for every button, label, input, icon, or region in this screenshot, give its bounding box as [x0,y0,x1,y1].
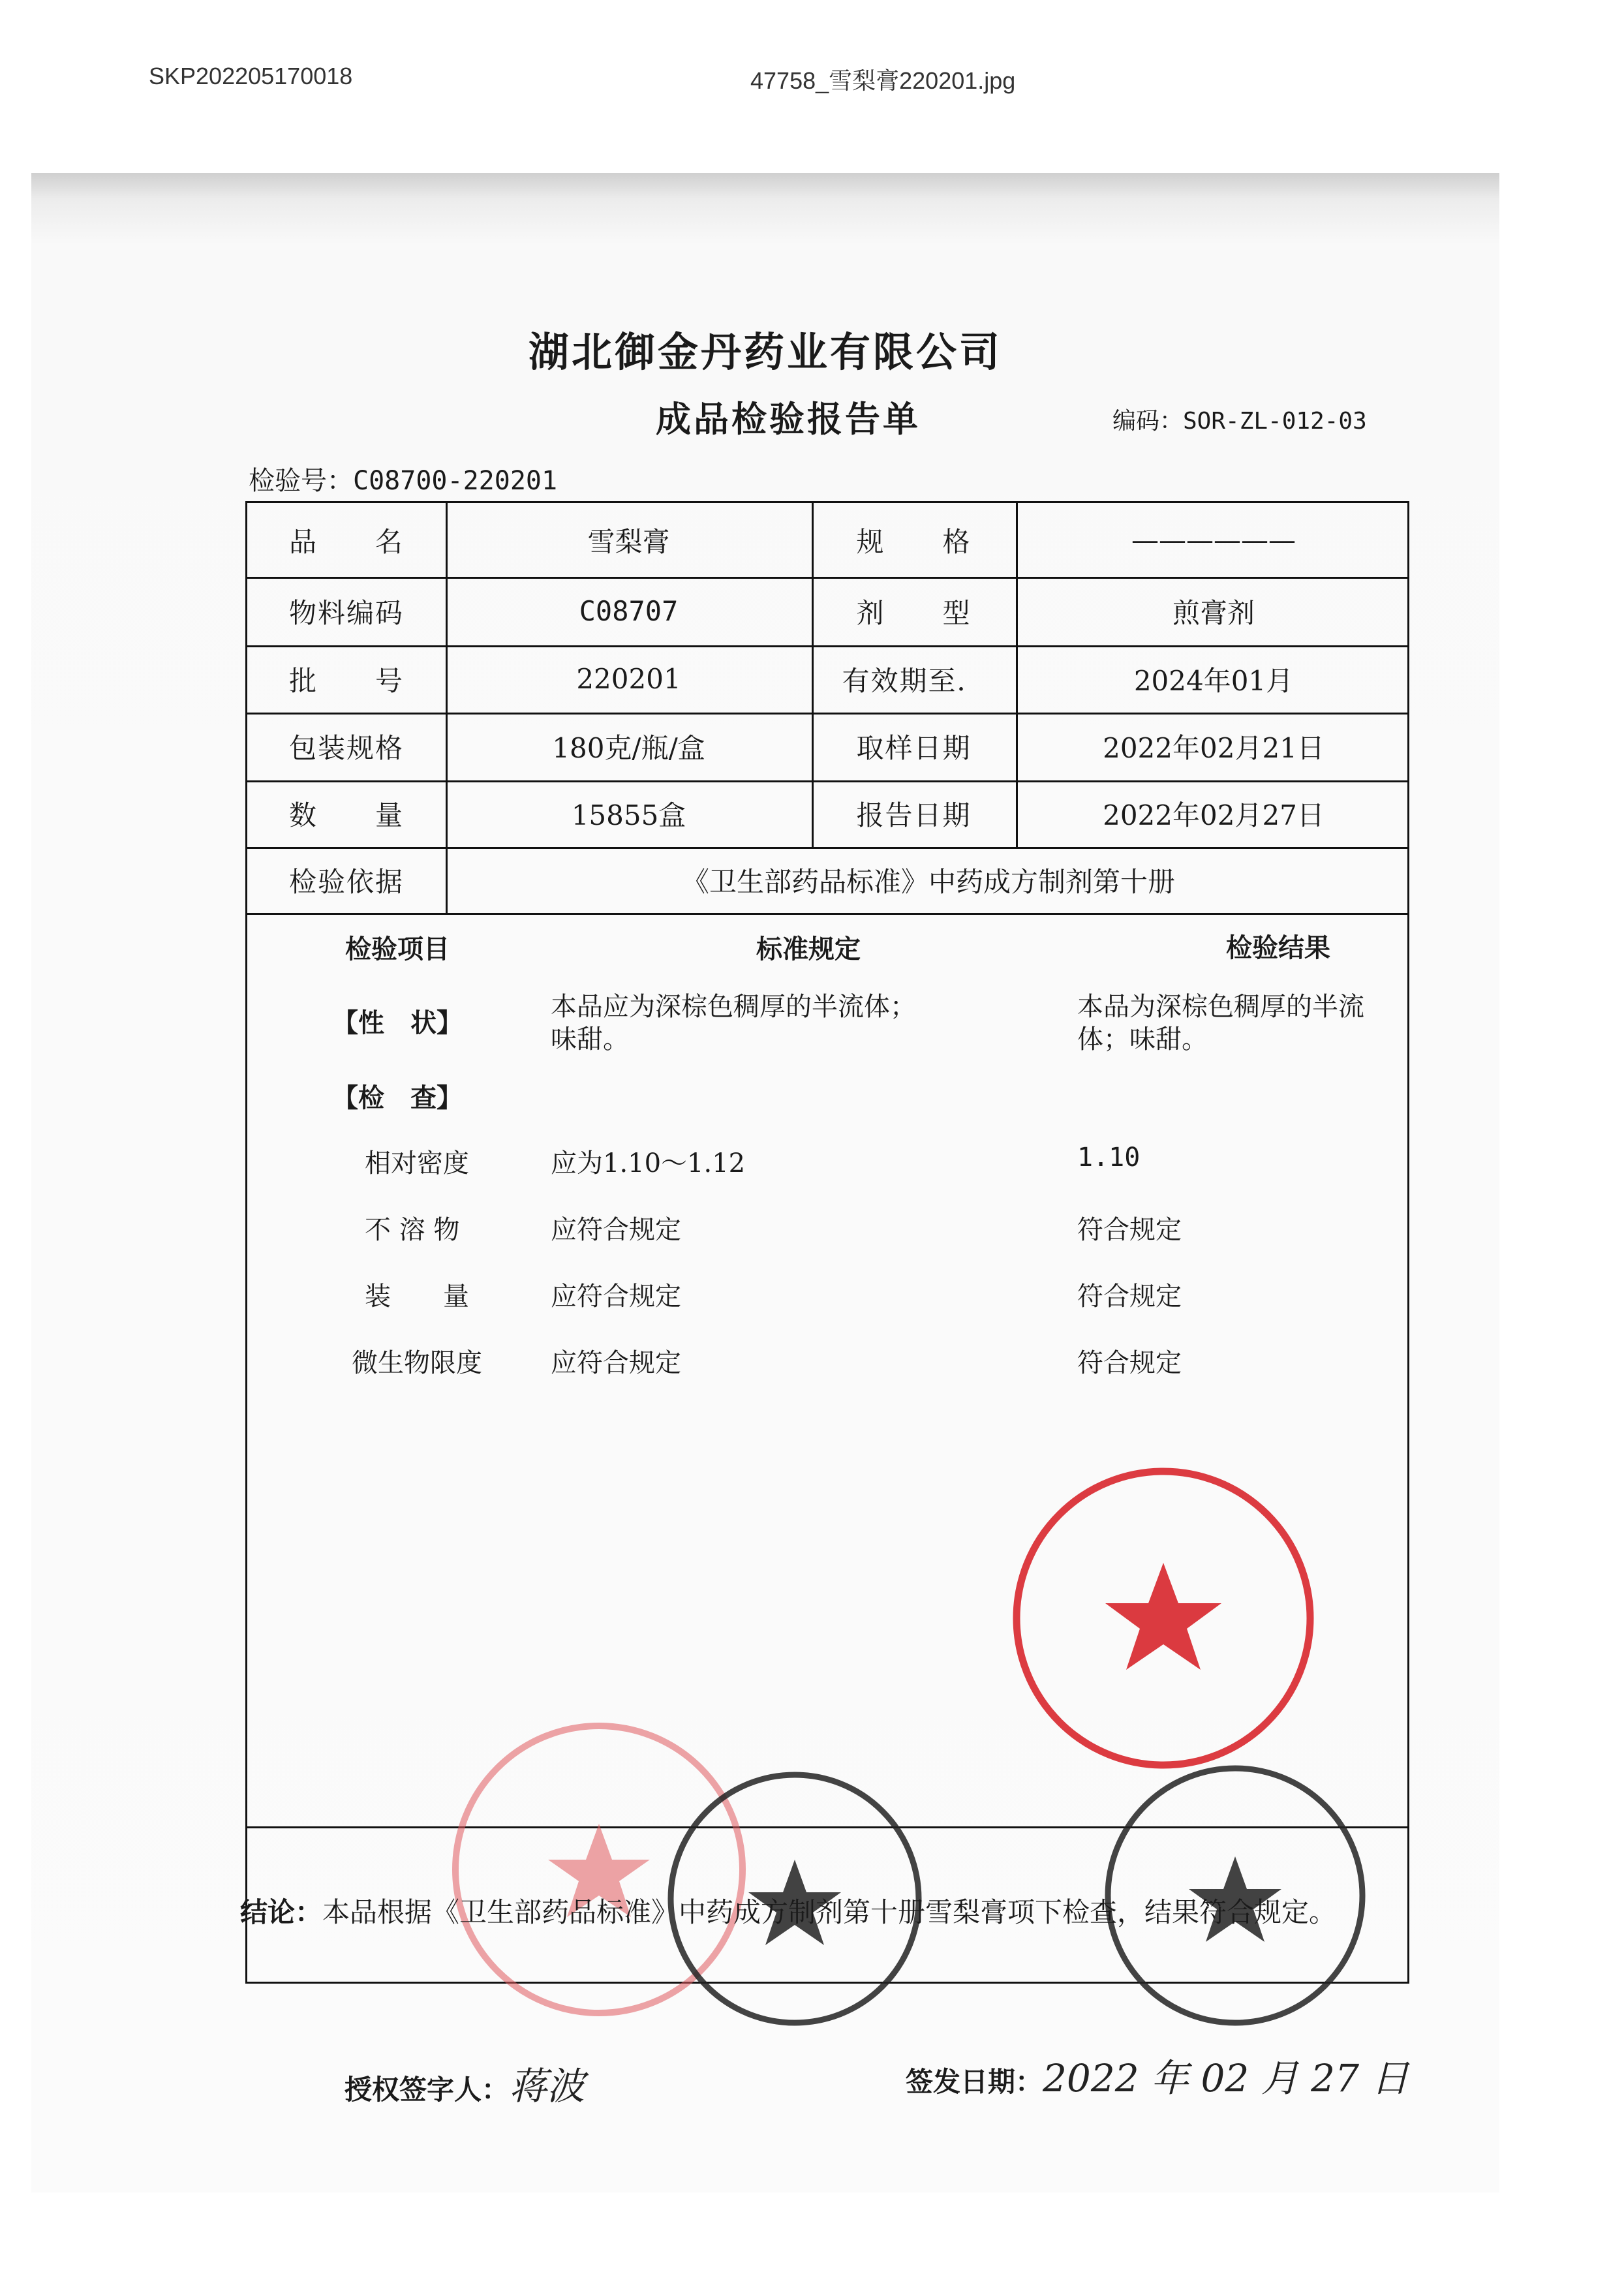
check-item-name: 微生物限度 [352,1348,482,1378]
check-item-result: 符合规定 [1077,1282,1182,1312]
check-item-standard: 应为1.10～1.12 [551,1148,746,1178]
red-company-stamp [997,1452,1330,1785]
company-name: 湖北御金丹药业有限公司 [528,328,1002,376]
label-package-spec: 包装规格 [288,732,404,764]
check-item-name: 不 溶 物 [365,1215,460,1245]
properties-label: 【性 状】 [332,1008,463,1038]
check-item-name: 相对密度 [365,1148,469,1178]
column-header-item: 检验项目 [345,934,450,964]
check-item-result: 符合规定 [1077,1215,1182,1245]
label-specification: 规 格 [856,525,972,558]
value-product-name: 雪梨膏 [587,525,670,558]
conclusion-label: 结论： [240,1896,323,1928]
value-dosage-form: 煎膏剂 [1172,596,1255,629]
value-expiry: 2024年01月 [1133,664,1294,697]
inspection-number: 检验号：C08700-220201 [249,466,558,496]
check-label: 【检 查】 [332,1083,463,1113]
value-material-code: C08707 [579,595,679,627]
signer-label: 授权签字人： [345,2074,510,2106]
label-material-code: 物料编码 [288,596,404,629]
value-package-spec: 180克/瓶/盒 [552,732,705,764]
conclusion-text: 本品根据《卫生部药品标准》中药成方制剂第十册雪梨膏项下检查，结果符合规定。 [322,1896,1337,1928]
properties-result-line-1: 本品为深棕色稠厚的半流 [1077,992,1364,1022]
label-sampling-date: 取样日期 [856,732,972,764]
conclusion [240,1891,1336,1930]
issue-date [906,2048,1409,2102]
label-dosage-form: 剂 型 [856,596,972,629]
check-item-result: 1.10 [1077,1143,1141,1173]
properties-standard-line-2: 味甜。 [551,1024,629,1054]
scanned-report [31,173,1499,2192]
properties-standard-line-1: 本品应为深棕色稠厚的半流体； [551,992,916,1022]
value-batch-no: 220201 [576,663,681,695]
file-id-header: SKP202205170018 [149,63,353,89]
value-quantity: 15855盒 [571,799,686,831]
authorized-signer [345,2055,585,2110]
value-sampling-date: 2022年02月21日 [1103,732,1325,764]
label-expiry: 有效期至． [842,664,986,697]
label-basis: 检验依据 [288,865,404,898]
label-quantity: 数 量 [288,799,404,831]
issue-date-handwritten: 2022 年 02 月 27 日 [1043,2056,1409,2100]
document-code: 编码：SOR-ZL-012-03 [1112,408,1367,435]
value-report-date: 2022年02月27日 [1103,799,1325,831]
document-title: 成品检验报告单 [656,398,921,440]
column-header-standard: 标准规定 [756,934,861,964]
check-item-name: 装 量 [365,1282,469,1312]
file-name-header: 47758_雪梨膏220201.jpg [750,67,1016,94]
label-batch-no: 批 号 [288,664,404,697]
value-specification: —————— [1131,524,1296,556]
check-item-standard: 应符合规定 [551,1348,681,1378]
label-product-name: 品 名 [288,525,404,558]
label-report-date: 报告日期 [856,799,972,831]
column-header-result: 检验结果 [1226,933,1330,963]
check-item-standard: 应符合规定 [551,1215,681,1245]
issue-date-label: 签发日期： [906,2066,1043,2098]
signer-signature: 蒋波 [509,2064,585,2108]
properties-result-line-2: 体；味甜。 [1077,1024,1208,1054]
check-item-standard: 应符合规定 [551,1282,681,1312]
value-basis: 《卫生部药品标准》中药成方制剂第十册 [681,865,1175,898]
check-item-result: 符合规定 [1077,1348,1182,1378]
